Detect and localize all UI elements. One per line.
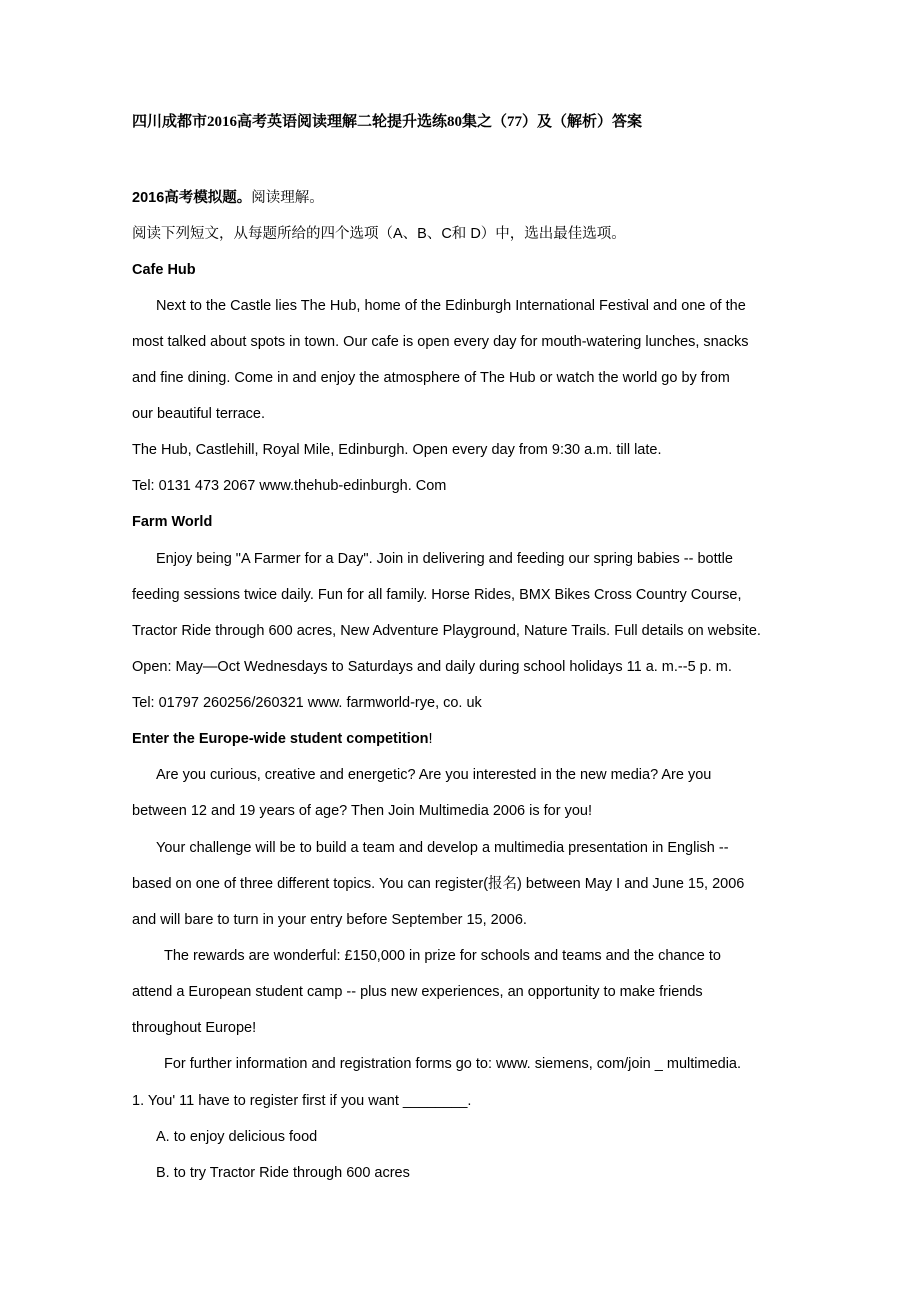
farm-world-line: Enjoy being "A Farmer for a Day". Join in delivering and feeding our spring babies -- bottle xyxy=(156,551,733,567)
competition-line: based on one of three different topics. You can register(报名) between May I and June 15, 2006 xyxy=(132,876,745,892)
cafe-hub-line: and fine dining. Come in and enjoy the atmosphere of The Hub or watch the world go by from xyxy=(132,370,730,386)
competition-line: between 12 and 19 years of age? Then Join Multimedia 2006 is for you! xyxy=(132,803,592,819)
competition-title xyxy=(132,729,433,749)
instruction-text: 阅读下列短文，从每题所给的四个选项（A、B、C和 D）中，选出最佳选项。 xyxy=(132,226,626,242)
competition-line: throughout Europe! xyxy=(132,1020,257,1036)
section-heading-bold: 2016高考模拟题。 xyxy=(132,190,252,206)
question-option: B. to try Tractor Ride through 600 acres xyxy=(156,1165,410,1181)
cafe-hub-address: The Hub, Castlehill, Royal Mile, Edinburgh. Open every day from 9:30 a.m. till late. xyxy=(132,442,662,458)
competition-line: For further information and registration forms go to: www. siemens, com/join _ multimedia. xyxy=(164,1056,742,1072)
farm-world-line: Tractor Ride through 600 acres, New Adventure Playground, Nature Trails. Full details on website. xyxy=(132,623,761,639)
document-title: 四川成都市2016高考英语阅读理解二轮提升选练80集之（77）及（解析）答案 xyxy=(132,114,643,130)
competition-line: Your challenge will be to build a team and develop a multimedia presentation in English -- xyxy=(156,840,729,856)
competition-line: The rewards are wonderful: £150,000 in prize for schools and teams and the chance to xyxy=(164,948,721,964)
cafe-hub-line: our beautiful terrace. xyxy=(132,406,265,422)
competition-title-bold: Enter the Europe-wide student competition xyxy=(132,731,429,747)
cafe-hub-line: most talked about spots in town. Our cafe is open every day for mouth-watering lunches, snacks xyxy=(132,334,749,350)
farm-world-title: Farm World xyxy=(132,514,213,530)
farm-world-line: feeding sessions twice daily. Fun for all family. Horse Rides, BMX Bikes Cross Country Course, xyxy=(132,587,742,603)
cafe-hub-line: Next to the Castle lies The Hub, home of the Edinburgh International Festival and one of the xyxy=(156,298,746,314)
competition-line: and will bare to turn in your entry before September 15, 2006. xyxy=(132,912,527,928)
section-heading xyxy=(132,188,324,208)
cafe-hub-title: Cafe Hub xyxy=(132,262,196,278)
farm-world-hours: Open: May—Oct Wednesdays to Saturdays and daily during school holidays 11 a. m.--5 p. m. xyxy=(132,659,732,675)
cafe-hub-contact: Tel: 0131 473 2067 www.thehub-edinburgh. Com xyxy=(132,478,447,494)
section-heading-rest: 阅读理解。 xyxy=(251,190,324,206)
competition-line: attend a European student camp -- plus new experiences, an opportunity to make friends xyxy=(132,984,703,1000)
competition-line: Are you curious, creative and energetic? Are you interested in the new media? Are you xyxy=(156,767,712,783)
question-stem: 1. You' 11 have to register first if you want ________. xyxy=(132,1093,472,1109)
competition-title-rest: ! xyxy=(428,731,433,747)
question-option: A. to enjoy delicious food xyxy=(156,1129,318,1145)
farm-world-contact: Tel: 01797 260256/260321 www. farmworld-rye, co. uk xyxy=(132,695,482,711)
